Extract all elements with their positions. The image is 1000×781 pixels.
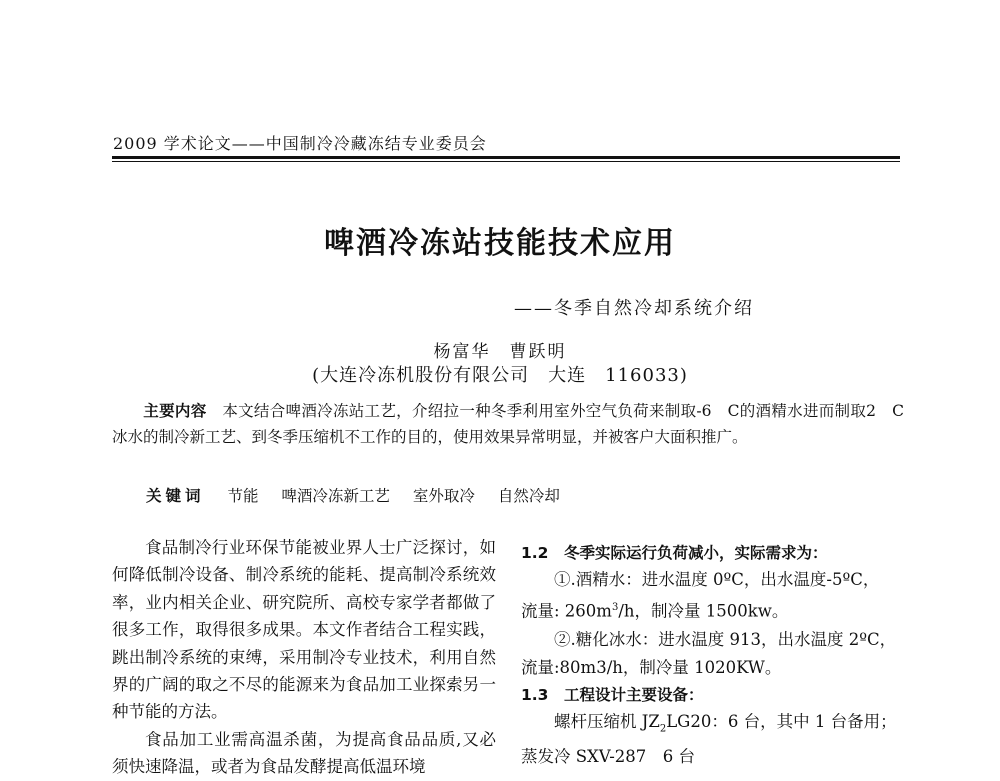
keyword-item: 室外取冷 <box>412 487 475 505</box>
article-title: 啤酒冷冻站技能技术应用 <box>324 226 676 261</box>
spec-line: 流量:80m3/h，制冷量 1020KW。 <box>521 657 782 677</box>
spec-line: ①.酒精水：进水温度 0ºC，出水温度-5ºC， <box>554 570 880 589</box>
equipment-line: 蒸发冷 SXV-287 6 台 <box>521 746 696 766</box>
header-rule-thin <box>112 161 900 162</box>
affiliation: (大连冷冻机股份有限公司 大连 116033) <box>312 365 688 386</box>
equipment-line: 螺杆压缩机 $JZ_2LG20$：6 台，其中 1 台备用； <box>554 711 897 734</box>
spec-line: 流量: $260m^3/h$，制冷量 1500kw。 <box>521 601 789 621</box>
keyword-item: 啤酒冷冻新工艺 <box>281 487 390 505</box>
header-rule-thick <box>112 156 900 159</box>
abstract-label: 主要内容 <box>143 402 207 420</box>
section-heading-1-3: 1.3 工程设计主要设备： <box>521 685 704 704</box>
keyword-item: 节能 <box>227 487 259 505</box>
keyword-item: 自然冷却 <box>497 487 560 505</box>
article-subtitle: ——冬季自然冷却系统介绍 <box>514 298 754 319</box>
running-header: 2009 学术论文——中国制冷冷藏冻结专业委员会 <box>113 134 487 153</box>
body-left-column <box>112 534 496 781</box>
abstract-text: 本文结合啤酒冷冻站工艺，介绍拉一种冬季利用室外空气负荷来制取-6 C的酒精水进而制取2 C冰水的制冷新工艺、到冬季压缩机不工作的目的，使用效果异常明显，并被客户大面积推广。 <box>112 402 904 446</box>
paragraph: 食品加工业需高温杀菌，为提高食品品质,又必须快速降温，或者为食品发酵提高低温环境 <box>112 729 496 777</box>
keywords <box>146 484 560 506</box>
body-right-column <box>521 540 905 771</box>
section-heading-1-2: 1.2 冬季实际运行负荷减小，实际需求为： <box>521 544 828 562</box>
paragraph: 食品制冷行业环保节能被业界人士广泛探讨，如何降低制冷设备、制冷系统的能耗、提高制冷系统效率，业内相关企业、研究院所、高校专家学者都做了很多工作，取得很多成果。本文作者结合工程实践，跳出制冷系统的束缚，采用制冷专业技术，利用自然界的广阔的取之不尽的能源来为食品加工业探索另一种节能的方法。 <box>112 538 496 722</box>
authors: 杨富华 曹跃明 <box>433 342 567 362</box>
spec-line: ②.糖化冰水：进水温度 913，出水温度 2ºC， <box>554 629 897 649</box>
keywords-label: 关键词 <box>146 487 205 505</box>
abstract <box>112 398 904 450</box>
